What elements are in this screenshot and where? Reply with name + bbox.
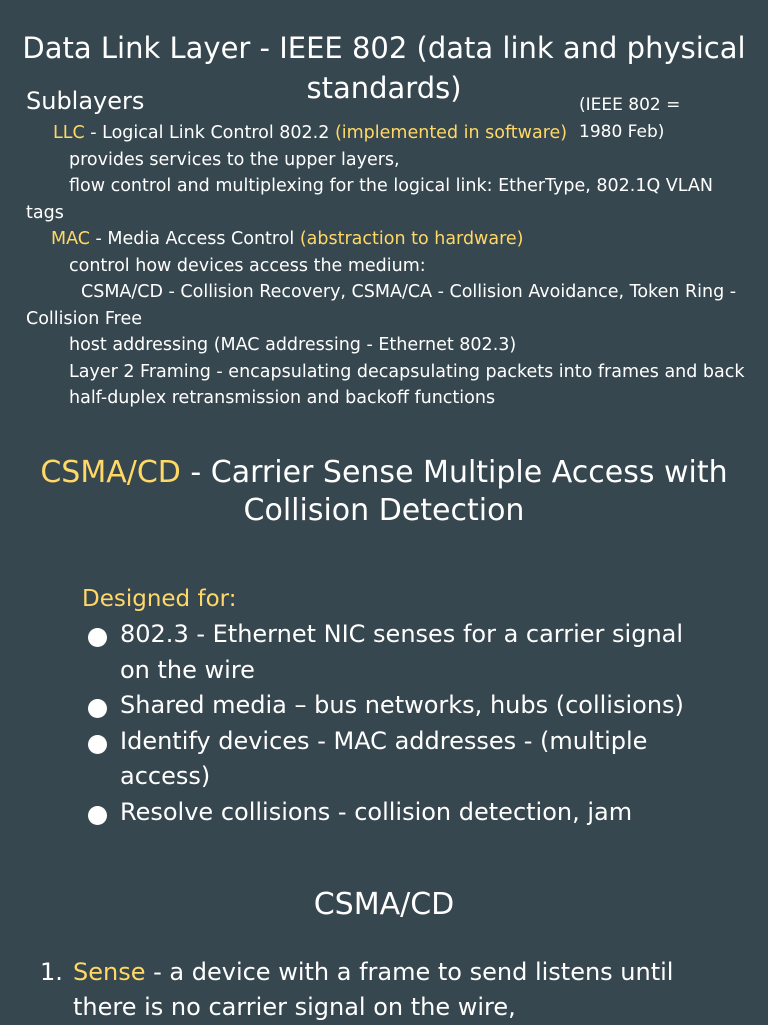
list-item-text: Shared media – bus networks, hubs (collisions) [120,691,684,719]
bullet-icon [88,628,107,647]
mac-detail-1: control how devices access the medium: [69,255,426,276]
bullet-icon [88,806,107,825]
list-item-text: Resolve collisions - collision detection, jam [120,797,633,826]
llc-highlight: (implemented in software) [334,123,568,143]
mac-detail-5: half-duplex retransmission and backoff functions [69,388,496,408]
list-item [88,617,688,688]
list-item [88,724,688,795]
designed-for-heading: Designed for: [82,586,237,612]
sublayers-heading: Sublayers [26,87,145,115]
llc-detail-2: flow control and multiplexing for the logical link: EtherType, 802.1Q VLAN tags [26,176,713,223]
list-item-text: 802.3 - Ethernet NIC senses for a carrier signal on the wire [120,620,684,684]
sublayers-body [26,120,746,412]
step-number: 1. [40,958,63,986]
slide2-title-rest: - Carrier Sense Multiple Access with Collision Detection [180,455,728,528]
bullet-icon [88,699,107,718]
ieee-date-note: (IEEE 802 = 1980 Feb) [579,95,681,142]
slide-data-link-layer [0,0,768,438]
llc-description: - Logical Link Control 802.2 [84,123,335,143]
list-item [88,688,688,724]
slide2-title-highlight: CSMA/CD [40,455,181,490]
llc-label: LLC [53,123,85,143]
mac-line [26,226,746,253]
slide3-title: CSMA/CD [313,887,455,922]
slide1-title: Data Link Layer - IEEE 802 (data link and physical standards) [22,31,746,105]
steps-list [40,955,730,1025]
mac-detail-3: host addressing (MAC addressing - Ethernet 802.3) [69,335,517,355]
mac-highlight: (abstraction to hardware) [299,229,524,249]
mac-detail-4: Layer 2 Framing - encapsulating decapsulating packets into frames and back [69,361,745,382]
step-item [40,955,730,1025]
llc-detail-1: provides services to the upper layers, [69,149,400,170]
list-item-text: Identify devices - MAC addresses - (multiple access) [120,726,648,790]
step-keyword: Sense [73,958,146,986]
mac-description: - Media Access Control [89,229,300,249]
step-text: - a device with a frame to send listens until there is no carrier signal on the wire, [73,958,674,1021]
designed-for-list [88,617,688,830]
llc-line [26,120,746,147]
slide2-title [0,454,768,530]
mac-label: MAC [51,229,90,249]
mac-detail-2: CSMA/CD - Collision Recovery, CSMA/CA - Collision Avoidance, Token Ring - Collision Free [26,282,737,329]
list-item [88,795,688,831]
bullet-icon [88,735,107,754]
